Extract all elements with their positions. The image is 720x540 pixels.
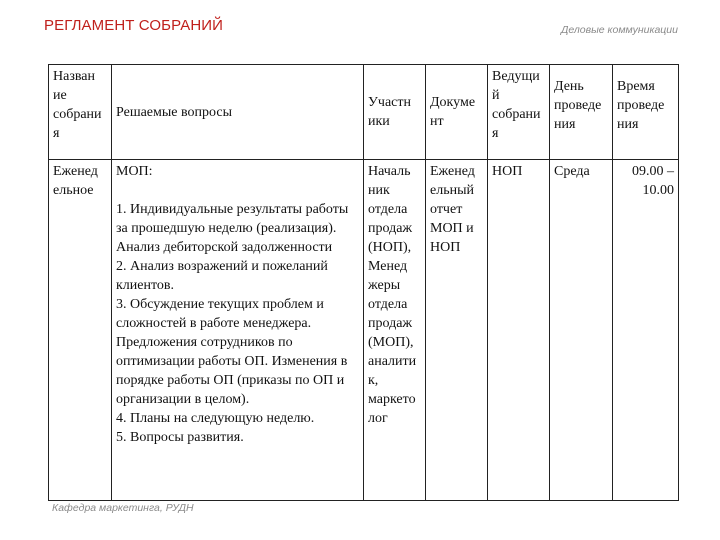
footer-caption: Кафедра маркетинга, РУДН bbox=[52, 502, 194, 514]
cell-day-text: Среда bbox=[554, 164, 590, 179]
header-document-label: Докуме нт bbox=[430, 95, 476, 129]
header-host bbox=[488, 65, 550, 160]
header-topics-label: Решаемые вопросы bbox=[116, 104, 232, 120]
header-document bbox=[426, 65, 488, 160]
table-row bbox=[49, 160, 679, 501]
cell-name bbox=[49, 160, 112, 501]
header-participants bbox=[364, 65, 426, 160]
cell-time bbox=[613, 160, 679, 501]
slide-title: РЕГЛАМЕНТ СОБРАНИЙ bbox=[44, 17, 224, 34]
header-day-label: День проведе ния bbox=[554, 79, 602, 132]
header-participants-label: Участн ики bbox=[368, 95, 411, 129]
cell-topics bbox=[112, 160, 364, 501]
table-header-row bbox=[49, 65, 679, 160]
header-topics bbox=[112, 65, 364, 160]
header-time bbox=[613, 65, 679, 160]
header-name-label: Назван ие собрани я bbox=[53, 69, 102, 141]
cell-host bbox=[488, 160, 550, 501]
header-time-label: Время проведе ния bbox=[617, 79, 665, 132]
cell-participants bbox=[364, 160, 426, 501]
header-name bbox=[49, 65, 112, 160]
cell-document-text: Еженед ельный отчет МОП и НОП bbox=[430, 164, 475, 255]
cell-topics-text: МОП: 1. Индивидуальные результаты работы за прошедшую неделю (реализация). Анализ дебиторской задолженности 2. Анализ возражений и пожеланий клиентов. 3. Обсуждение текущих проблем и сложностей в работе менеджера. Предложения сотрудников по оптимизации работы ОП. Изменения в порядке работы ОП (приказы по ОП и организации в целом). 4. Планы на следующую неделю. 5. Вопросы развития. bbox=[116, 164, 349, 445]
cell-participants-text: Началь ник отдела продаж (НОП), Менед жеры отдела продаж (МОП), аналити к, маркето лог bbox=[368, 164, 417, 426]
header-host-label: Ведущи й собрани я bbox=[492, 69, 541, 141]
cell-day bbox=[550, 160, 613, 501]
header-day bbox=[550, 65, 613, 160]
cell-host-text: НОП bbox=[492, 164, 523, 179]
cell-time-text: 09.00 – 10.00 bbox=[632, 164, 674, 198]
cell-document bbox=[426, 160, 488, 501]
cell-name-text: Еженед ельное bbox=[53, 164, 98, 198]
meetings-table bbox=[48, 64, 679, 501]
slide-subtitle: Деловые коммуникации bbox=[560, 24, 678, 36]
